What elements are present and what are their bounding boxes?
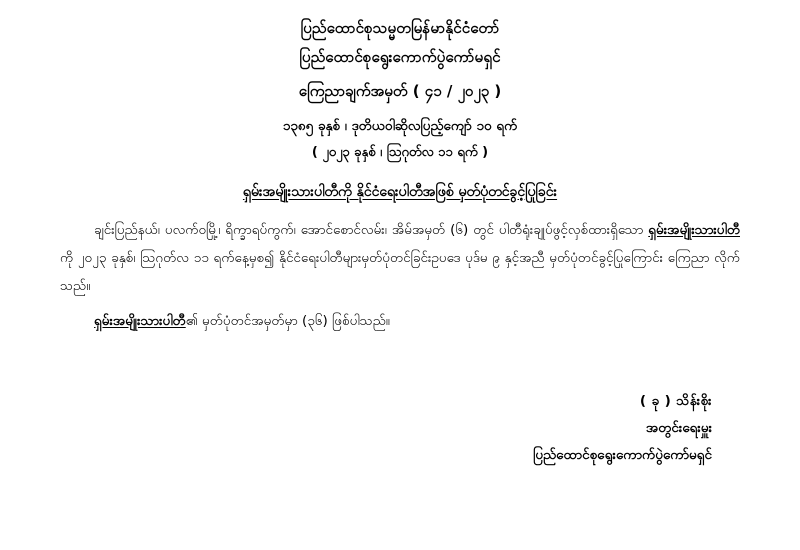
- body-paragraph-2: [60, 308, 740, 336]
- signature-name: ( ခု ) သိန်းစိုး: [639, 393, 712, 410]
- signature-organization: ပြည်ထောင်စုရွေးကောက်ပွဲကော်မရှင်: [533, 447, 712, 464]
- announcement-number: ကြေညာချက်အမှတ် ( ၄၁ / ၂၀၂၃ ): [298, 82, 502, 100]
- signature-block: [60, 388, 740, 469]
- signature-title: အတွင်းရေးမှူး: [645, 420, 712, 437]
- body-paragraph-1: [60, 217, 740, 300]
- document-subject: ရှမ်းအမျိုးသားပါတီကို နိုင်ငံရေးပါတီအဖြစ် မှတ်ပုံတင်ခွင့်ပြုခြင်း: [242, 184, 558, 201]
- paragraph-2-party-name: ရှမ်းအမျိုးသားပါတီ: [94, 313, 186, 330]
- document-body: [60, 217, 740, 336]
- header-commission-line: ပြည်ထောင်စုရွေးကောက်ပွဲကော်မရှင်: [299, 47, 501, 66]
- paragraph-2-text-part-2: ၏ မှတ်ပုံတင်အမှတ်မှာ (၃၆) ဖြစ်ပါသည်။: [185, 313, 390, 330]
- paragraph-1-text-part-2: ကို ၂၀၂၃ ခုနှစ်၊ ဩဂုတ်လ ၁၁ ရက်နေ့မှစ၍ နိုင်ငံရေးပါတီများမှတ်ပုံတင်ခြင်းဥပဒေ ပုဒ်မ ၉ နှင့်အညီ မှတ်ပုံတင်ခွင့်ပြုကြောင်း ကြေညာ လိုက်သည်။: [60, 250, 740, 294]
- date-burmese: ၁၃၈၅ ခုနှစ် ၊ ဒုတိယဝါဆိုလပြည့်ကျော် ၁၀ ရက်: [282, 118, 518, 134]
- paragraph-1-text-part-1: ချင်းပြည်နယ်၊ ပလက်ဝမြို့၊ ရိက္ခာရပ်ကွက်၊ အောင်စောင်လမ်း၊ အိမ်အမှတ် (၆) တွင် ပါတီရုံးချုပ်ဖွင့်လှစ်ထားရှိသော: [94, 222, 649, 239]
- header-country-line: ပြည်ထောင်စုသမ္မတမြန်မာနိုင်ငံတော်: [300, 19, 500, 37]
- date-gregorian: ( ၂၀၂၃ ခုနှစ် ၊ ဩဂုတ်လ ၁၁ ရက် ): [311, 145, 489, 161]
- paragraph-1-party-name: ရှမ်းအမျိုးသားပါတီ: [648, 222, 740, 239]
- document-header: [60, 14, 740, 166]
